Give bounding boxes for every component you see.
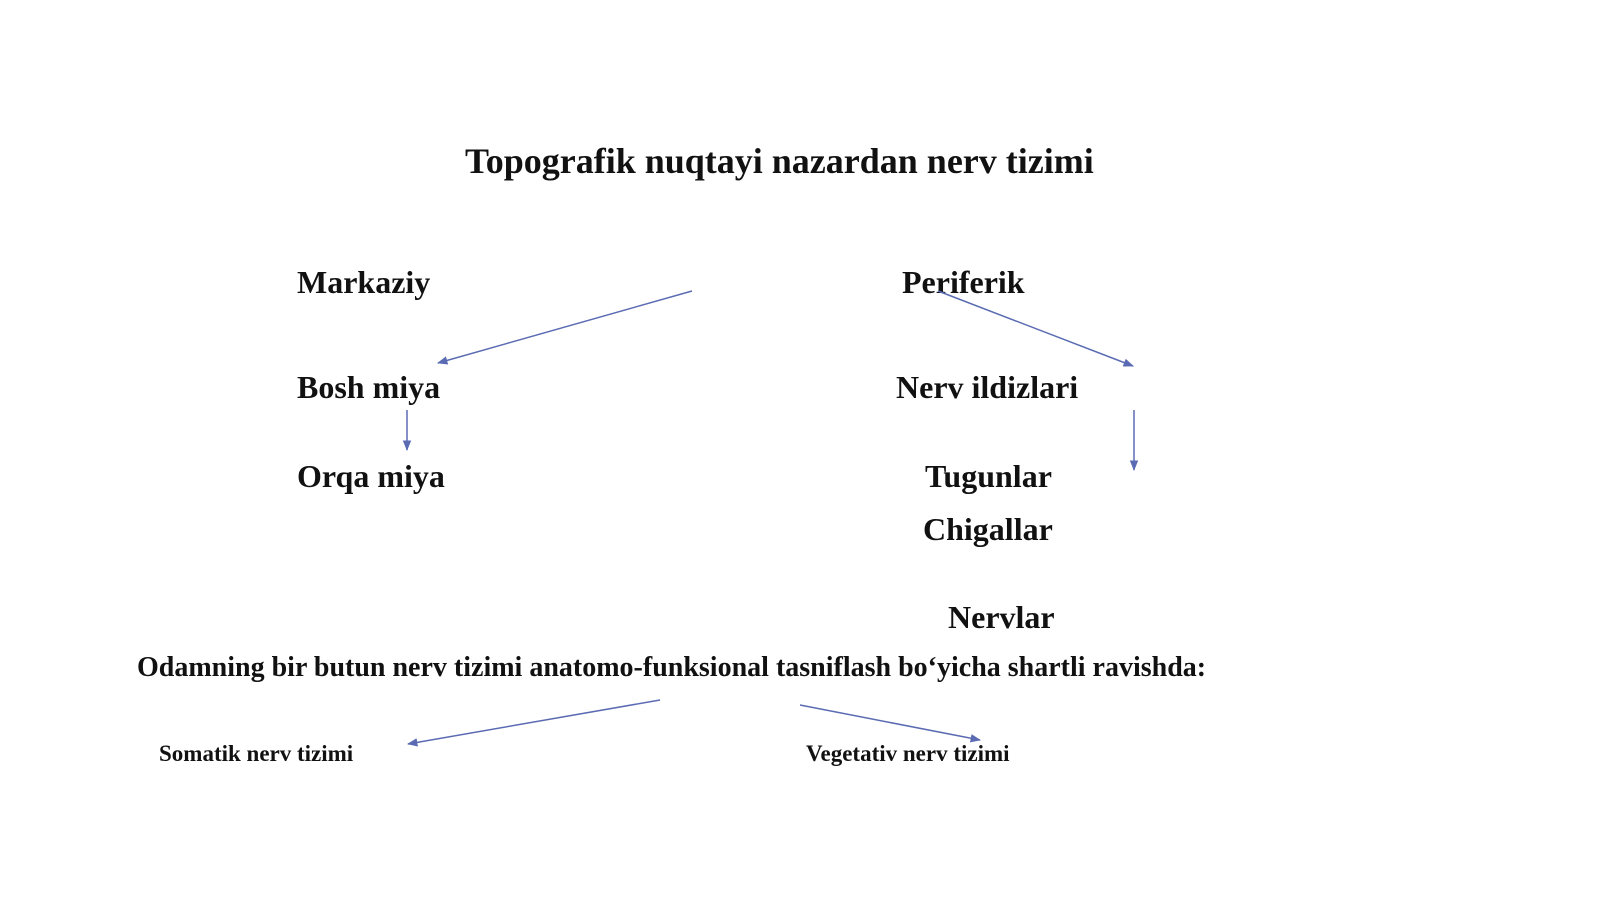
arrow-to-nerve-roots (938, 291, 1133, 366)
peripheral-label: Periferik (902, 264, 1025, 300)
classification-heading: Odamning bir butun nerv tizimi anatomo-funksional tasniflash bo‘yicha shartli ravishda: (137, 652, 1207, 683)
classification-item-vegetative: Vegetativ nerv tizimi (806, 741, 1010, 766)
central-label: Markaziy (297, 264, 431, 300)
slide-title: Topografik nuqtayi nazardan nerv tizimi (465, 141, 1094, 181)
arrow-to-somatic (408, 700, 660, 744)
peripheral-item-nerves: Nervlar (948, 599, 1055, 635)
central-item-spinal-cord: Orqa miya (297, 458, 445, 494)
arrow-to-vegetative (800, 705, 980, 740)
peripheral-item-ganglia: Tugunlar (925, 458, 1052, 494)
central-item-brain: Bosh miya (297, 369, 441, 405)
peripheral-item-plexuses: Chigallar (923, 511, 1053, 547)
peripheral-item-nerve-roots: Nerv ildizlari (896, 369, 1079, 405)
classification-item-somatic: Somatik nerv tizimi (159, 741, 354, 766)
arrow-to-brain (438, 291, 692, 363)
